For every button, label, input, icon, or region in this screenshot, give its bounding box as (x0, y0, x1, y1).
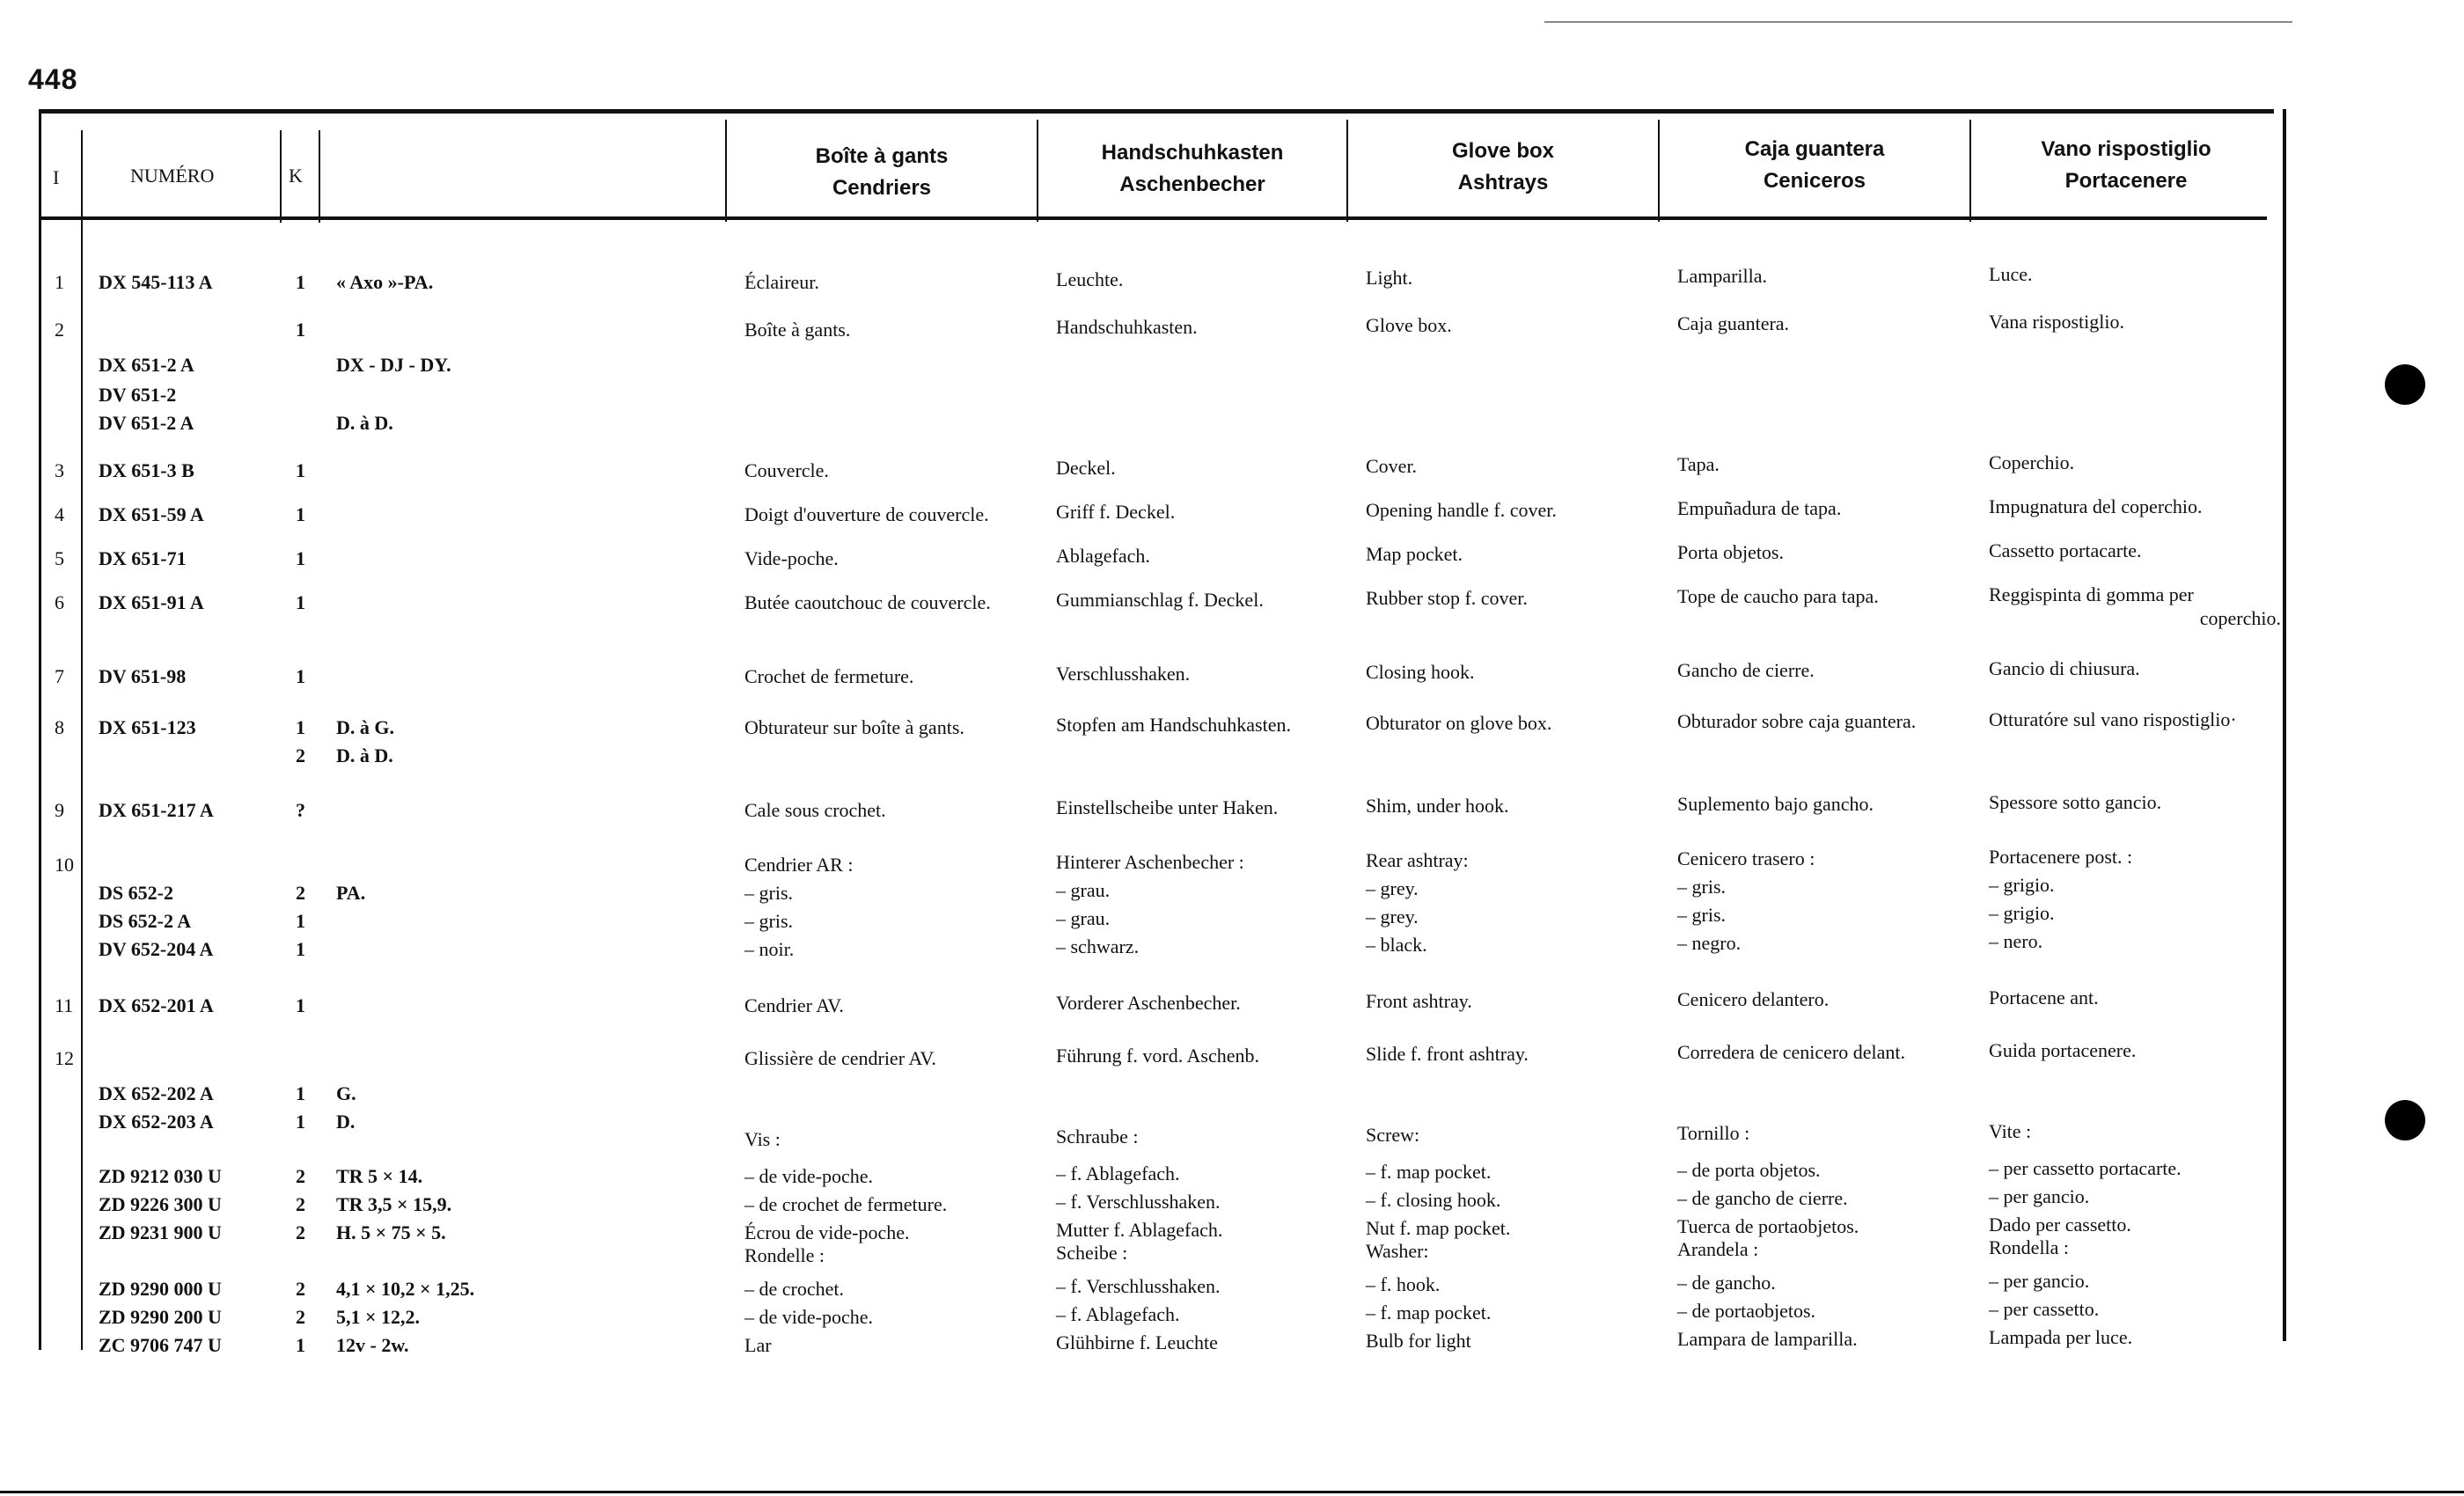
cell-fr: Vide-poche. (744, 547, 839, 569)
header-it-line1: Vano rispostiglio (2041, 137, 2211, 161)
cell-k: 1 (296, 665, 305, 687)
cell-it: Rondella : (1989, 1236, 2070, 1258)
header-en-line2: Ashtrays (1457, 171, 1549, 194)
cell-de: Schraube : (1056, 1126, 1139, 1148)
cell-fr: Butée caoutchouc de couvercle. (744, 591, 991, 613)
cell-fr: Crochet de fermeture. (744, 665, 914, 687)
cell-idx: 5 (55, 547, 64, 569)
cell-k: 1 (296, 938, 305, 960)
cell-de: Handschuhkasten. (1056, 316, 1198, 338)
cell-num: ZD 9226 300 U (99, 1193, 222, 1215)
cell-k: 1 (296, 271, 305, 293)
header-col-es (1660, 134, 1969, 197)
cell-it: Otturatóre sul vano rispostiglio· (1989, 708, 2237, 730)
cell-rem: D. à G. (336, 716, 394, 738)
cell-k: 2 (296, 1278, 305, 1300)
cell-num: DS 652-2 (99, 882, 173, 904)
cell-num: DX 651-3 B (99, 459, 194, 481)
table-left-border (39, 109, 41, 1350)
cell-num: DS 652-2 A (99, 910, 192, 932)
cell-it: Lampada per luce. (1989, 1326, 2133, 1348)
cell-it: Spessore sotto gancio. (1989, 791, 2162, 813)
cell-en: Rear ashtray: (1366, 849, 1469, 871)
table-top-border (39, 109, 2274, 114)
cell-idx: 7 (55, 665, 64, 687)
cell-es: Cenicero trasero : (1677, 847, 1815, 869)
cell-en: Obturator on glove box. (1366, 712, 1552, 734)
cell-en: Cover. (1366, 455, 1418, 477)
cell-rem: 4,1 × 10,2 × 1,25. (336, 1278, 475, 1300)
top-rule (1544, 21, 2292, 23)
cell-idx: 3 (55, 459, 64, 481)
cell-de: – f. Ablagefach. (1056, 1303, 1180, 1325)
cell-en: Washer: (1366, 1240, 1429, 1262)
cell-k: 2 (296, 744, 305, 766)
cell-fr: Lar (744, 1334, 772, 1356)
cell-de: – f. Verschlusshaken. (1056, 1191, 1221, 1213)
table-right-border (2283, 109, 2286, 1341)
cell-k: 1 (296, 994, 305, 1016)
cell-de: – f. Ablagefach. (1056, 1162, 1180, 1184)
cell-es: Tornillo : (1677, 1122, 1750, 1144)
cell-it: – grigio. (1989, 902, 2055, 924)
cell-es: Tope de caucho para tapa. (1677, 585, 1879, 607)
cell-it: – per gancio. (1989, 1270, 2090, 1292)
cell-k: 1 (296, 459, 305, 481)
cell-rem: G. (336, 1082, 356, 1104)
cell-rem: TR 5 × 14. (336, 1165, 423, 1187)
cell-k: 1 (296, 1334, 305, 1356)
cell-es: – negro. (1677, 932, 1742, 954)
cell-k: 1 (296, 319, 305, 341)
header-col-it (1971, 134, 2281, 197)
cell-de: Verschlusshaken. (1056, 663, 1191, 685)
cell-en: Front ashtray. (1366, 990, 1472, 1012)
header-de-line2: Aschenbecher (1119, 172, 1265, 196)
cell-num: DX 651-59 A (99, 503, 204, 525)
cell-fr: – de vide-poche. (744, 1165, 873, 1187)
binder-hole-dot (2385, 364, 2425, 405)
cell-it: Dado per cassetto. (1989, 1214, 2131, 1236)
cell-idx: 6 (55, 591, 64, 613)
cell-k: 1 (296, 1111, 305, 1133)
cell-de: – schwarz. (1056, 935, 1140, 957)
cell-fr: Doigt d'ouverture de couvercle. (744, 503, 989, 525)
cell-es: Porta objetos. (1677, 541, 1784, 563)
cell-it: Coperchio. (1989, 451, 2075, 473)
cell-fr: Glissière de cendrier AV. (744, 1047, 936, 1069)
cell-num: DX 652-201 A (99, 994, 214, 1016)
cell-num: ZC 9706 747 U (99, 1334, 222, 1356)
cell-num: DV 651-2 (99, 384, 177, 406)
cell-num: ZD 9231 900 U (99, 1221, 222, 1243)
cell-k: 1 (296, 1082, 305, 1104)
cell-fr: – de vide-poche. (744, 1306, 873, 1328)
cell-de: Einstellscheibe unter Haken. (1056, 796, 1279, 818)
cell-en: Shim, under hook. (1366, 795, 1509, 817)
cell-idx: 8 (55, 716, 64, 738)
cell-de: Gummianschlag f. Deckel. (1056, 589, 1264, 611)
cell-es: Suplemento bajo gancho. (1677, 793, 1874, 815)
cell-es: – de porta objetos. (1677, 1159, 1821, 1181)
cell-en: Opening handle f. cover. (1366, 499, 1557, 521)
cell-idx: 9 (55, 799, 64, 821)
cell-de: Führung f. vord. Aschenb. (1056, 1045, 1259, 1067)
cell-de: Stopfen am Handschuhkasten. (1056, 714, 1291, 736)
cell-de: Scheibe : (1056, 1242, 1128, 1264)
cell-rem: H. 5 × 75 × 5. (336, 1221, 446, 1243)
cell-fr: – noir. (744, 938, 795, 960)
cell-num: ZD 9290 200 U (99, 1306, 222, 1328)
cell-num: ZD 9290 000 U (99, 1278, 222, 1300)
cell-rem: DX - DJ - DY. (336, 354, 451, 376)
cell-k: 1 (296, 910, 305, 932)
cell-es: Lampara de lamparilla. (1677, 1328, 1858, 1350)
cell-num: DX 652-203 A (99, 1111, 214, 1133)
cell-en: – f. map pocket. (1366, 1302, 1492, 1324)
cell-en: – black. (1366, 934, 1427, 956)
cell-fr: Cale sous crochet. (744, 799, 886, 821)
cell-it: – per cassetto portacarte. (1989, 1157, 2182, 1179)
cell-en: Light. (1366, 267, 1413, 289)
cell-k: 2 (296, 882, 305, 904)
cell-de: Hinterer Aschenbecher : (1056, 851, 1244, 873)
cell-de: Deckel. (1056, 457, 1116, 479)
header-col-i: I (53, 166, 60, 188)
cell-es: Tuerca de portaobjetos. (1677, 1215, 1859, 1237)
cell-en: – f. closing hook. (1366, 1189, 1501, 1211)
cell-num: DX 545-113 A (99, 271, 213, 293)
cell-it: Portacenere post. : (1989, 846, 2133, 868)
cell-de: – grau. (1056, 879, 1111, 901)
cell-de: Ablagefach. (1056, 545, 1150, 567)
cell-k: ? (296, 799, 305, 821)
cell-k: 2 (296, 1193, 305, 1215)
cell-de: Mutter f. Ablagefach. (1056, 1219, 1223, 1241)
cell-num: DV 651-2 A (99, 412, 194, 434)
cell-en: Bulb for light (1366, 1330, 1471, 1352)
header-bottom-border (39, 216, 2267, 220)
cell-idx: 1 (55, 271, 64, 293)
col-sep-numero (280, 130, 282, 223)
cell-es: Obturador sobre caja guantera. (1677, 710, 1917, 732)
cell-fr: Obturateur sur boîte à gants. (744, 716, 964, 738)
bottom-rule (0, 1491, 2464, 1493)
cell-en: Closing hook. (1366, 661, 1475, 683)
cell-rem: PA. (336, 882, 366, 904)
page-number: 448 (28, 63, 78, 95)
cell-rem: TR 3,5 × 15,9. (336, 1193, 452, 1215)
cell-en: – grey. (1366, 877, 1419, 899)
cell-fr: Couvercle. (744, 459, 829, 481)
cell-de: Leuchte. (1056, 268, 1124, 290)
cell-num: DX 652-202 A (99, 1082, 214, 1104)
cell-es: – de gancho. (1677, 1272, 1776, 1294)
cell-k: 1 (296, 503, 305, 525)
cell-it: – nero. (1989, 930, 2043, 952)
cell-k: 1 (296, 591, 305, 613)
cell-it: – per cassetto. (1989, 1298, 2100, 1320)
cell-idx: 10 (55, 854, 74, 876)
header-col-fr (727, 141, 1037, 204)
cell-es: Caja guantera. (1677, 312, 1790, 334)
cell-es: – de gancho de cierre. (1677, 1187, 1848, 1209)
cell-es: Cenicero delantero. (1677, 988, 1830, 1010)
header-de-line1: Handschuhkasten (1101, 141, 1284, 165)
header-en-line1: Glove box (1451, 139, 1555, 163)
header-fr-line2: Cendriers (832, 176, 932, 200)
cell-en: Nut f. map pocket. (1366, 1217, 1511, 1239)
cell-es: Lamparilla. (1677, 265, 1768, 287)
cell-num: DV 651-98 (99, 665, 187, 687)
cell-en: – f. map pocket. (1366, 1161, 1492, 1183)
cell-fr: – de crochet de fermeture. (744, 1193, 948, 1215)
cell-it: Reggispinta di gomma per (1989, 583, 2194, 605)
cell-idx: 11 (55, 994, 74, 1016)
cell-idx: 2 (55, 319, 64, 341)
cell-rem: D. à D. (336, 744, 393, 766)
header-es-line2: Ceniceros (1763, 169, 1866, 193)
binder-hole-dot (2385, 1100, 2425, 1140)
cell-it: Portacene ant. (1989, 986, 2099, 1008)
col-sep-k (319, 130, 320, 223)
cell-it: Luce. (1989, 263, 2033, 285)
cell-fr: – gris. (744, 882, 793, 904)
cell-num: DX 651-123 (99, 716, 196, 738)
header-col-k: K (289, 165, 303, 187)
header-it-line2: Portacenere (2064, 169, 2188, 193)
cell-num: ZD 9212 030 U (99, 1165, 222, 1187)
cell-fr: Vis : (744, 1128, 781, 1150)
header-fr-line1: Boîte à gants (815, 144, 949, 168)
cell-fr: Boîte à gants. (744, 319, 851, 341)
cell-it: – per gancio. (1989, 1185, 2090, 1207)
cell-es: Tapa. (1677, 453, 1720, 475)
cell-num: DX 651-2 A (99, 354, 194, 376)
cell-k: 2 (296, 1306, 305, 1328)
cell-en: Screw: (1366, 1124, 1420, 1146)
cell-rem: 5,1 × 12,2. (336, 1306, 421, 1328)
cell-es: Gancho de cierre. (1677, 659, 1815, 681)
cell-idx: 4 (55, 503, 64, 525)
cell-es: – de portaobjetos. (1677, 1300, 1816, 1322)
cell-es: Arandela : (1677, 1238, 1759, 1260)
cell-it: Guida portacenere. (1989, 1039, 2137, 1061)
cell-de: Vorderer Aschenbecher. (1056, 992, 1241, 1014)
cell-k: 1 (296, 547, 305, 569)
cell-fr: Écrou de vide-poche. (744, 1221, 910, 1243)
cell-it-continuation: coperchio. (2199, 607, 2281, 629)
cell-it: Gancio di chiusura. (1989, 657, 2140, 679)
cell-it: – grigio. (1989, 874, 2055, 896)
cell-fr: Cendrier AV. (744, 994, 844, 1016)
cell-fr: – gris. (744, 910, 793, 932)
cell-k: 2 (296, 1221, 305, 1243)
cell-es: – gris. (1677, 904, 1726, 926)
cell-fr: Rondelle : (744, 1244, 825, 1266)
cell-es: – gris. (1677, 876, 1726, 898)
cell-es: Empuñadura de tapa. (1677, 497, 1842, 519)
cell-de: – f. Verschlusshaken. (1056, 1275, 1221, 1297)
header-col-en (1348, 136, 1658, 199)
header-es-line1: Caja guantera (1744, 137, 1885, 161)
cell-rem: 12v - 2w. (336, 1334, 409, 1356)
cell-rem: D. (336, 1111, 356, 1133)
cell-es: Corredera de cenicero delant. (1677, 1041, 1905, 1063)
cell-num: DV 652-204 A (99, 938, 214, 960)
cell-num: DX 651-71 (99, 547, 187, 569)
cell-num: DX 651-91 A (99, 591, 204, 613)
cell-de: Glühbirne f. Leuchte (1056, 1331, 1218, 1353)
cell-fr: – de crochet. (744, 1278, 844, 1300)
cell-de: – grau. (1056, 907, 1111, 929)
cell-en: Map pocket. (1366, 543, 1463, 565)
cell-num: DX 651-217 A (99, 799, 214, 821)
cell-fr: Éclaireur. (744, 271, 819, 293)
cell-en: Rubber stop f. cover. (1366, 587, 1528, 609)
cell-k: 2 (296, 1165, 305, 1187)
cell-en: Slide f. front ashtray. (1366, 1043, 1529, 1065)
cell-rem: D. à D. (336, 412, 393, 434)
cell-de: Griff f. Deckel. (1056, 501, 1176, 523)
cell-k: 1 (296, 716, 305, 738)
cell-rem: « Axo »-PA. (336, 271, 434, 293)
cell-en: – f. hook. (1366, 1273, 1441, 1295)
cell-en: Glove box. (1366, 314, 1452, 336)
header-col-numero: NUMÉRO (130, 165, 215, 187)
cell-it: Vite : (1989, 1120, 2032, 1142)
header-col-de (1038, 137, 1346, 201)
cell-it: Cassetto portacarte. (1989, 539, 2142, 561)
cell-en: – grey. (1366, 906, 1419, 928)
cell-fr: Cendrier AR : (744, 854, 854, 876)
cell-idx: 12 (55, 1047, 74, 1069)
cell-it: Impugnatura del coperchio. (1989, 495, 2203, 517)
cell-it: Vana rispostiglio. (1989, 311, 2124, 333)
col-sep-i (81, 130, 83, 1350)
